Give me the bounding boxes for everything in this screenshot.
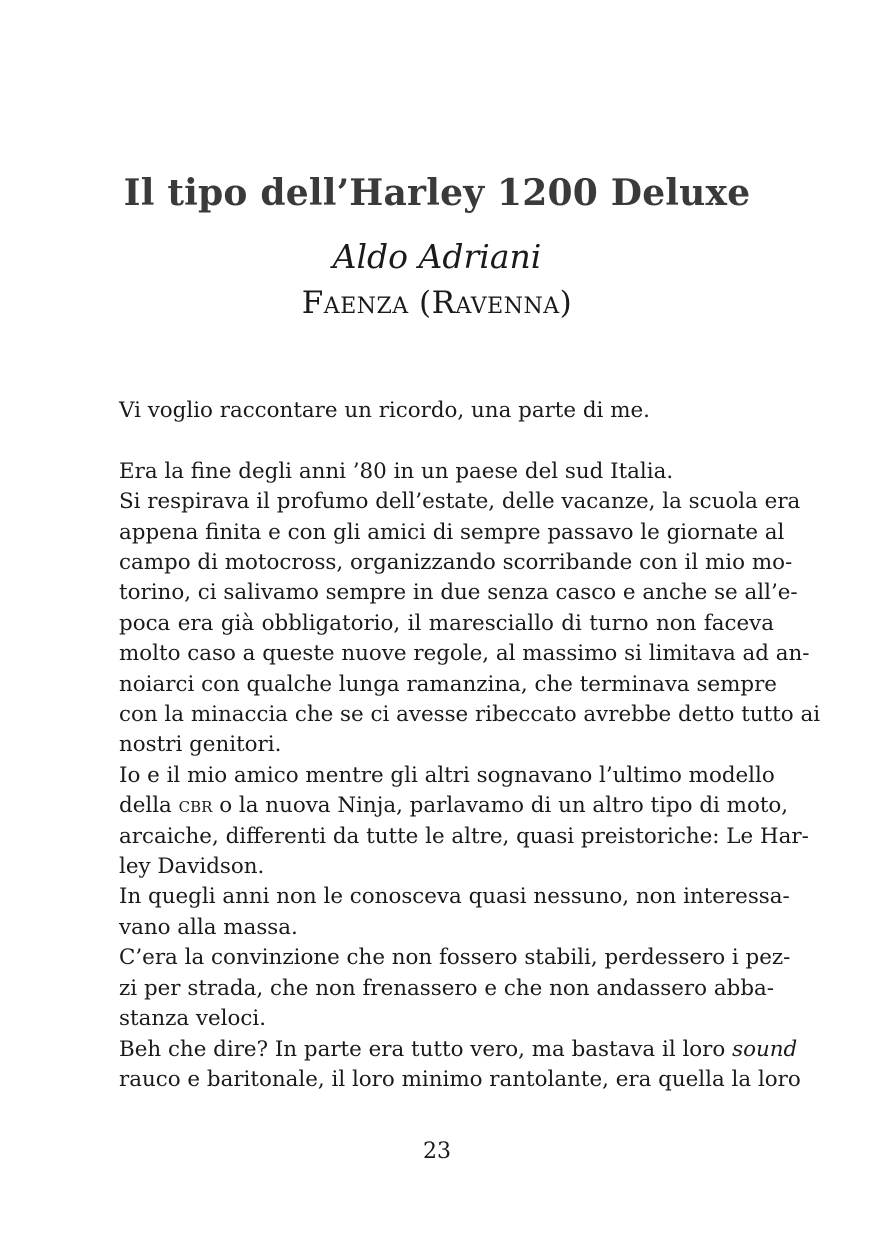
text-line: poca era già obbligatorio, il maresciallo di turno non faceva — [119, 610, 774, 636]
text-span: della — [119, 793, 172, 819]
text-line: con la minaccia che se ci avesse ribeccato avrebbe detto tutto ai — [119, 702, 821, 728]
paragraph — [101, 761, 809, 883]
text-line: vano alla massa. — [119, 914, 298, 940]
text-line: arcaiche, differenti da tutte le altre, quasi preistoriche: Le Har- — [119, 823, 809, 849]
text-line: Si respirava il profumo dell’estate, delle vacanze, la scuola era — [119, 489, 801, 515]
text-line: Era la fine degli anni ’80 in un paese del sud Italia. — [119, 458, 674, 484]
text-line: rauco e baritonale, il loro minimo rantolante, era quella la loro — [119, 1066, 801, 1092]
text-line: torino, ci salivamo sempre in due senza casco e anche se all’e- — [119, 580, 798, 606]
italic-word: sound — [732, 1036, 798, 1062]
page-number: 23 — [423, 1139, 451, 1164]
text-line: Io e il mio amico mentre gli altri sognavano l’ultimo modello — [119, 762, 775, 788]
text-line: zi per strada, che non frenassero e che non andassero abba- — [119, 975, 774, 1001]
text-line: C’era la convinzione che non fossero stabili, perdessero i pez- — [119, 945, 791, 971]
text-line: appena finita e con gli amici di sempre passavo le giornate al — [119, 519, 785, 545]
paragraph — [101, 943, 791, 1034]
text-line: molto caso a queste nuove regole, al massimo si limitava ad an- — [119, 641, 810, 667]
author-place: Faenza (Ravenna) — [301, 285, 573, 321]
paragraph — [101, 487, 821, 761]
text-line: Vi voglio raccontare un ricordo, una parte di me. — [119, 398, 650, 423]
author-name: Aldo Adriani — [332, 237, 542, 276]
paragraph-gap — [101, 426, 774, 456]
text-line: noiarci con qualche lunga ramanzina, che terminava sempre — [119, 671, 777, 697]
text-line: In quegli anni non le conosceva quasi nessuno, non interessa- — [119, 884, 790, 910]
text-line: nostri genitori. — [119, 732, 282, 758]
text-line: ley Davidson. — [119, 854, 265, 880]
chapter-title: Il tipo dell’Harley 1200 Deluxe — [123, 172, 751, 214]
paragraph — [101, 1035, 801, 1096]
paragraph — [101, 457, 774, 487]
small-caps-abbreviation: cbr — [178, 793, 213, 819]
text-span: Beh che dire? In parte era tutto vero, ma bastava il loro — [119, 1036, 726, 1062]
text-span: o la nuova Ninja, parlavamo di un altro tipo di moto, — [219, 793, 789, 819]
text-line: campo di motocross, organizzando scorribande con il mio mo- — [119, 550, 793, 576]
story-body — [101, 396, 821, 1095]
paragraph — [101, 882, 790, 943]
text-line — [101, 1035, 798, 1065]
text-line: stanza veloci. — [119, 1006, 267, 1032]
text-line — [101, 791, 789, 821]
paragraph — [101, 396, 774, 426]
